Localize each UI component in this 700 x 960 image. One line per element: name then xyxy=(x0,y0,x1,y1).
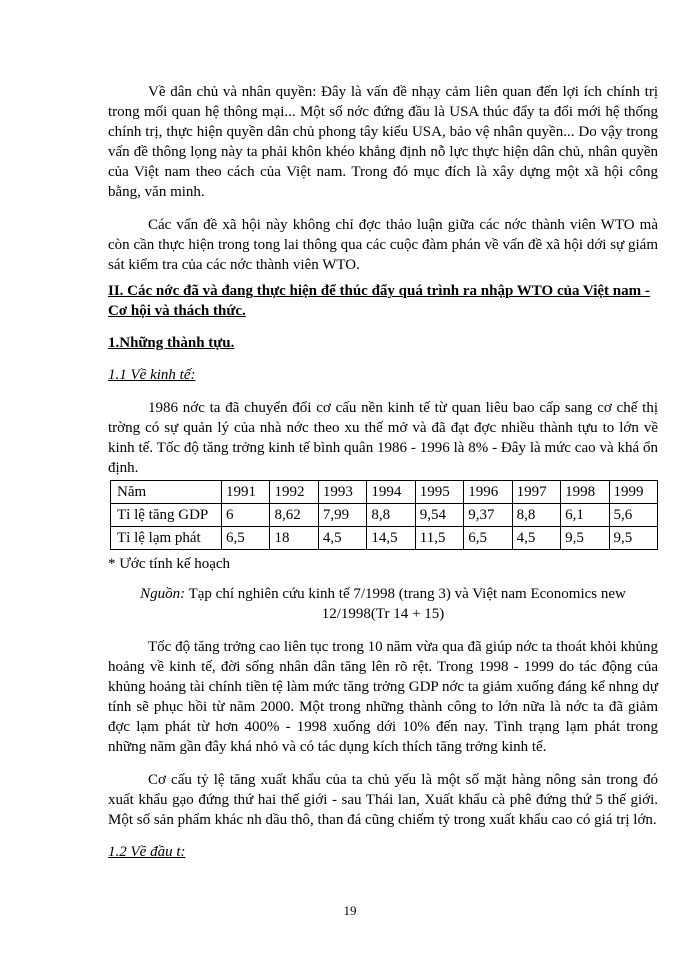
table-cell: 9,5 xyxy=(609,527,658,550)
table-cell: 8,62 xyxy=(270,504,318,527)
table-cell: 14,5 xyxy=(367,527,415,550)
table-year: 1998 xyxy=(561,481,609,504)
table-cell: 18 xyxy=(270,527,318,550)
table-cell: 9,54 xyxy=(415,504,463,527)
table-row-label: Tỉ lệ tăng GDP xyxy=(111,504,222,527)
page-content xyxy=(108,82,658,862)
subheading-investment: 1.2 Về đầu t: xyxy=(108,844,186,860)
table-cell: 4,5 xyxy=(512,527,560,550)
page-number: 19 xyxy=(343,903,357,918)
table-row-inflation xyxy=(111,527,658,550)
table-cell: 6,1 xyxy=(561,504,609,527)
table-year: 1992 xyxy=(270,481,318,504)
table-cell: 6 xyxy=(222,504,270,527)
table-year: 1995 xyxy=(415,481,463,504)
table-cell: 4,5 xyxy=(318,527,366,550)
table-row-label: Tỉ lệ lạm phát xyxy=(111,527,222,550)
table-cell: 9,37 xyxy=(464,504,512,527)
section-heading: II. Các nớc đã và đang thực hiện để thúc đẩy quá trình ra nhập WTO của Việt nam - Cơ hội và thách thức. xyxy=(108,283,650,319)
table-cell: 7,99 xyxy=(318,504,366,527)
table-cell: 9,5 xyxy=(561,527,609,550)
table-cell: 6,5 xyxy=(222,527,270,550)
paragraph-exports: Cơ cấu tỷ lệ tăng xuất khẩu của ta chủ yếu là một số mặt hàng nông sản trong đó xuất khẩu gạo đứng thứ hai thế giới - sau Thái lan, Xuất khẩu cà phê đứng thứ 5 thế giới. Một số sản phẩm khác nh dầu thô, than đá cũng chiếm tỷ trong xuất khẩu cao có giá trị lớn. xyxy=(108,772,658,828)
table-row-gdp xyxy=(111,504,658,527)
table-year: 1991 xyxy=(222,481,270,504)
paragraph-social-issues: Các vấn đề xã hội này không chỉ đợc thảo luận giữa các nớc thành viên WTO mà còn cần thực hiện trong tong lai thông qua các cuộc đàm phán về vấn đề xã hội dới sự giám sát kiểm tra của các nớc thành viên WTO. xyxy=(108,217,658,273)
table-note: * Ước tính kế hoạch xyxy=(108,556,231,572)
source-text: Tạp chí nghiên cứu kinh tế 7/1998 (trang 3) và Việt nam Economics new 12/1998(Tr 14 + 15) xyxy=(188,586,626,622)
source-citation xyxy=(108,584,658,624)
table-year: 1993 xyxy=(318,481,366,504)
table-year: 1997 xyxy=(512,481,560,504)
table-cell: 6,5 xyxy=(464,527,512,550)
paragraph-economy: 1986 nớc ta đã chuyển đổi cơ cấu nền kinh tế từ quan liêu bao cấp sang cơ chế thị trờng có sự quản lý của nhà nớc theo xu thế mở và đã đạt đợc nhiều thành tựu to lớn về kinh tế. Tốc độ tăng trởng kinh tế bình quân 1986 - 1996 là 8% - Đây là mức cao và khá ổn định. xyxy=(108,400,658,476)
source-label: Nguồn: xyxy=(140,586,186,602)
subheading-achievements: 1.Những thành tựu. xyxy=(108,335,235,351)
paragraph-democracy: Về dân chủ và nhân quyền: Đây là vấn đề nhạy cảm liên quan đến lợi ích chính trị trong mối quan hệ thông mại... Một số nớc đứng đầu là USA thúc đẩy ta đổi mới hệ thống chính trị, thực hiện quyền dân chủ phong tây kiểu USA, bảo vệ nhân quyền... Do vậy trong vấn đề thông lọng này ta phải khôn khéo khẳng định nỗ lực thực hiện dân chủ, nhân quyền của Việt nam theo cách của Việt nam. Trong đó mục đích là xây dựng một xã hội công bằng, văn minh. xyxy=(108,84,658,200)
gdp-inflation-table xyxy=(110,480,658,550)
table-cell: 11,5 xyxy=(415,527,463,550)
table-year: 1994 xyxy=(367,481,415,504)
table-header-label: Năm xyxy=(111,481,222,504)
table-year: 1999 xyxy=(609,481,658,504)
paragraph-growth: Tốc độ tăng trởng cao liên tục trong 10 năm vừa qua đã giúp nớc ta thoát khỏi khủng hoảng về kinh tế, đời sống nhân dân tăng lên rõ rệt. Trong 1998 - 1999 do tác động của khủng hoảng tài chính tiền tệ làm mức tăng trởng GDP nớc ta giảm xuống đáng kể nhng dự tính sẽ phục hồi từ năm 2000. Một trong những thành công to lớn nữa là nớc ta đã giảm đợc lạm phát từ hơn 400% - 1998 xuống dới 10% đến nay. Tình trạng lạm phát trong những năm gần đây khá nhỏ và có tác dụng kích thích tăng trởng kinh tế. xyxy=(108,639,658,755)
table-header-row xyxy=(111,481,658,504)
subheading-economy: 1.1 Về kinh tế: xyxy=(108,367,196,383)
table-cell: 5,6 xyxy=(609,504,658,527)
table-cell: 8,8 xyxy=(367,504,415,527)
table-year: 1996 xyxy=(464,481,512,504)
table-cell: 8,8 xyxy=(512,504,560,527)
